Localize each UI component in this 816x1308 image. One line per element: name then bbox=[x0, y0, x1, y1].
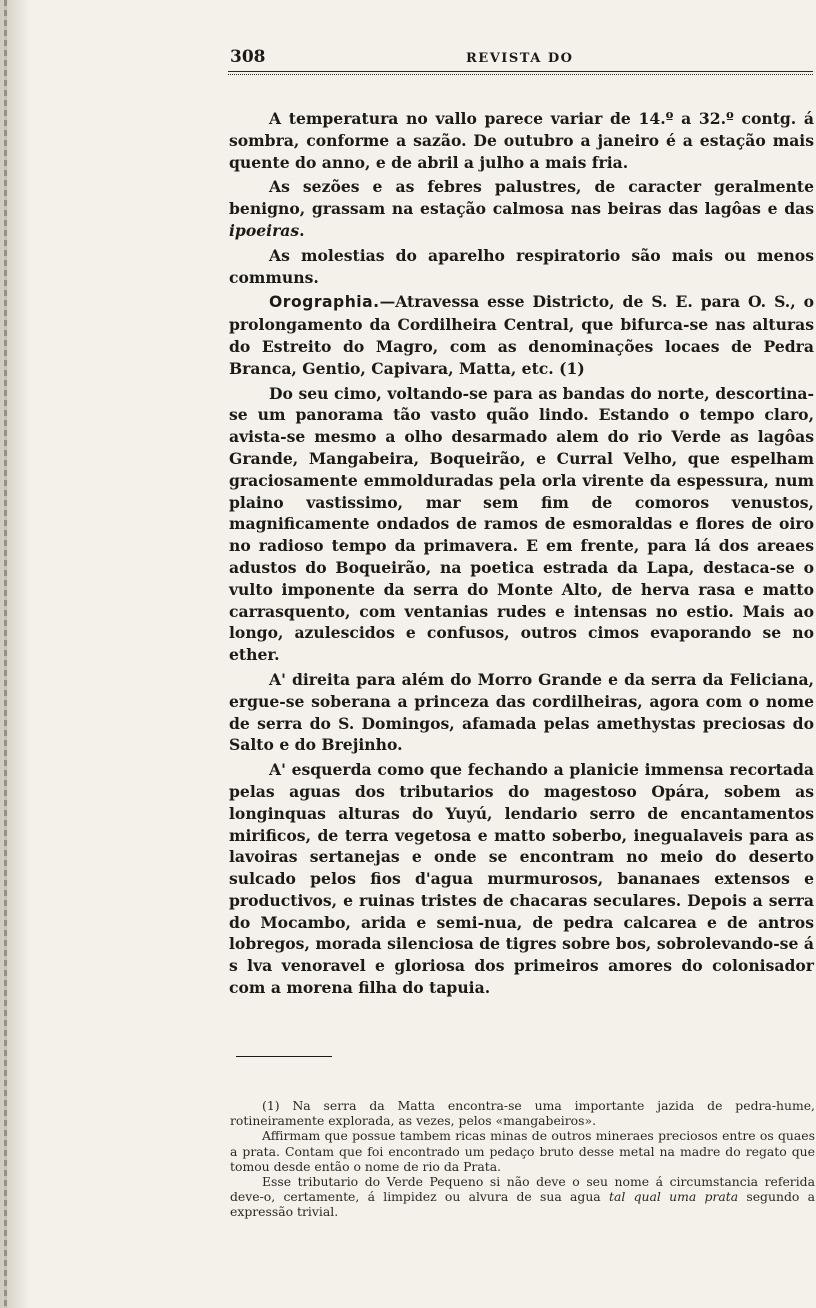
paragraph-temperature: A temperatura no vallo parece variar de 14.º a 32.º contg. á sombra, conforme a sazão. De outubro a janeiro é a estação mais quente do anno, e de abril a julho a mais fria. bbox=[229, 109, 814, 172]
page-number: 308 bbox=[230, 47, 266, 67]
paragraph-right-side: A' direita para além do Morro Grande e da serra da Feliciana, ergue-se soberana a princeza das cordilheiras, agora com o nome de serra do S. Domingos, afamada pelas amethystas preciosas do Salto e do Brejinho. bbox=[229, 669, 814, 755]
paragraph-panorama: Do seu cimo, voltando-se para as bandas do norte, descortina-se um panorama tão vasto quão lindo. Estando o tempo claro, avista-se mesmo a olho desarmado alem do rio Verde as lagôas Grande, Mangabeira, Boqueirão, e Curral Velho, que espelham graciosamente emmolduradas pela orla virente da espessura, num plaino vastissimo, mar sem fim de comoros venustos, magnificamente ondados de ramos de esmoraldas e flores de oiro no radioso tempo da primavera. E em frente, para lá dos areaes adustos do Boqueirão, na poetica estrada da Lapa, destaca-se o vulto imponente da serra do Monte Alto, de herva rasa e matto carrasquento, com ventanias rudes e intensas no estio. Mais ao longo, azulescidos e confusos, outros cimos evaporando se no ether. bbox=[229, 383, 814, 665]
page-header bbox=[228, 47, 813, 77]
footnote-3-end: segundo a expressão trivial. bbox=[230, 1189, 815, 1220]
ipoeiras-term: ipoeiras bbox=[229, 220, 300, 240]
header-rule bbox=[228, 71, 813, 75]
fevers-end: . bbox=[299, 220, 305, 240]
footnote-3-text: Esse tributario do Verde Pequeno si não deve o seu nome á circumstancia referida deve-o, certamente, á limpidez ou alvura de sua agua bbox=[230, 1174, 815, 1205]
footnotes bbox=[230, 1098, 815, 1220]
orography-text: —Atravessa esse Districto, de S. E. para O. S., o prolongamento da Cordilheira Central, que bifurca-se nas alturas do Estreito do Magro, com as denominações locaes de Pedra Branca, Gentio, Capivara, Matta, etc. (1) bbox=[229, 292, 814, 378]
paragraph-fevers bbox=[229, 176, 814, 241]
paragraph-respiratory: As molestias do aparelho respiratorio são mais ou menos communs. bbox=[229, 245, 814, 287]
paragraph-left-side: A' esquerda como que fechando a planicie immensa recortada pelas aguas dos tributarios do magestoso Opára, sobem as longinquas alturas do Yuyú, lendario serro de encantamentos mirificos, de terra vegetosa e matto soberbo, inegualaveis para as lavoiras sertanejas e onde se encontram no meio do deserto sulcado pelos fios d'agua murmurosos, bananaes extensos e productivos, e ruinas tristes de chacaras seculares. Depois a serra do Mocambo, arida e semi-nua, de pedra calcarea e de antros lobregos, morada silenciosa de tigres sobre bos, sobrolevando-se á s lva venoravel e gloriosa dos primeiros amores do colonisador com a morena filha do tapuia. bbox=[229, 760, 814, 998]
running-title: REVISTA DO bbox=[466, 51, 574, 66]
footnote-divider bbox=[236, 1056, 332, 1057]
footnote-3 bbox=[230, 1174, 815, 1220]
book-binding-edge bbox=[0, 0, 30, 1308]
section-heading-orographia: Orographia. bbox=[269, 293, 380, 312]
footnote-1: (1) Na serra da Matta encontra-se uma importante jazida de pedra-hume, rotineiramente explorada, as vezes, pelos «mangabeiros». bbox=[230, 1098, 815, 1129]
fevers-text: As sezões e as febres palustres, de caracter geralmente benigno, grassam na estação calmosa nas beiras das lagôas e das bbox=[229, 177, 814, 219]
paragraph-orography bbox=[229, 291, 814, 379]
footnote-3-italic: tal qual uma prata bbox=[608, 1189, 739, 1205]
footnote-2: Affirmam que possue tambem ricas minas de outros mineraes preciosos entre os quaes a prata. Contam que foi encontrado um pedaço bruto desse metal na madre do regato que tomou desde então o nome de rio da Prata. bbox=[230, 1128, 815, 1174]
main-text bbox=[229, 108, 814, 1002]
